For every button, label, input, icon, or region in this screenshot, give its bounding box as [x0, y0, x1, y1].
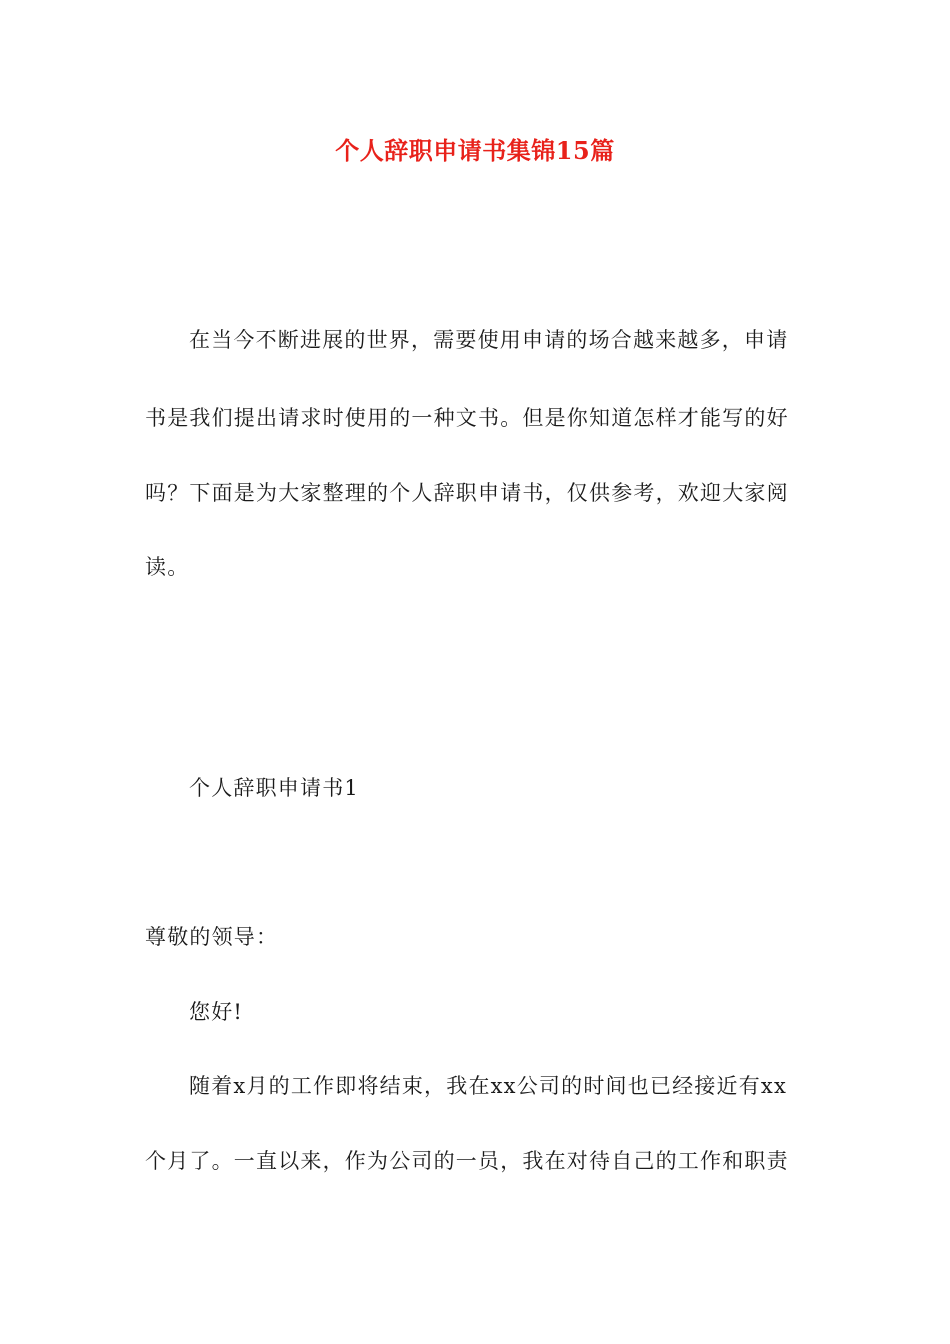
intro-line-1: 在当今不断进展的世界，需要使用申请的场合越来越多，申请	[189, 328, 789, 352]
intro-line-4: 读。	[145, 555, 190, 579]
body-line-2: 个月了。一直以来，作为公司的一员，我在对待自己的工作和职责	[145, 1149, 789, 1173]
document-title: 个人辞职申请书集锦15篇	[335, 136, 615, 165]
salutation: 尊敬的领导：	[145, 925, 279, 949]
section-heading: 个人辞职申请书1	[189, 776, 359, 800]
intro-line-2: 书是我们提出请求时使用的一种文书。但是你知道怎样才能写的好	[145, 406, 789, 430]
body-line-1: 随着x月的工作即将结束，我在xx公司的时间也已经接近有xx	[189, 1074, 788, 1098]
intro-line-3: 吗？下面是为大家整理的个人辞职申请书，仅供参考，欢迎大家阅	[145, 481, 789, 505]
greeting: 您好!	[189, 1000, 244, 1024]
